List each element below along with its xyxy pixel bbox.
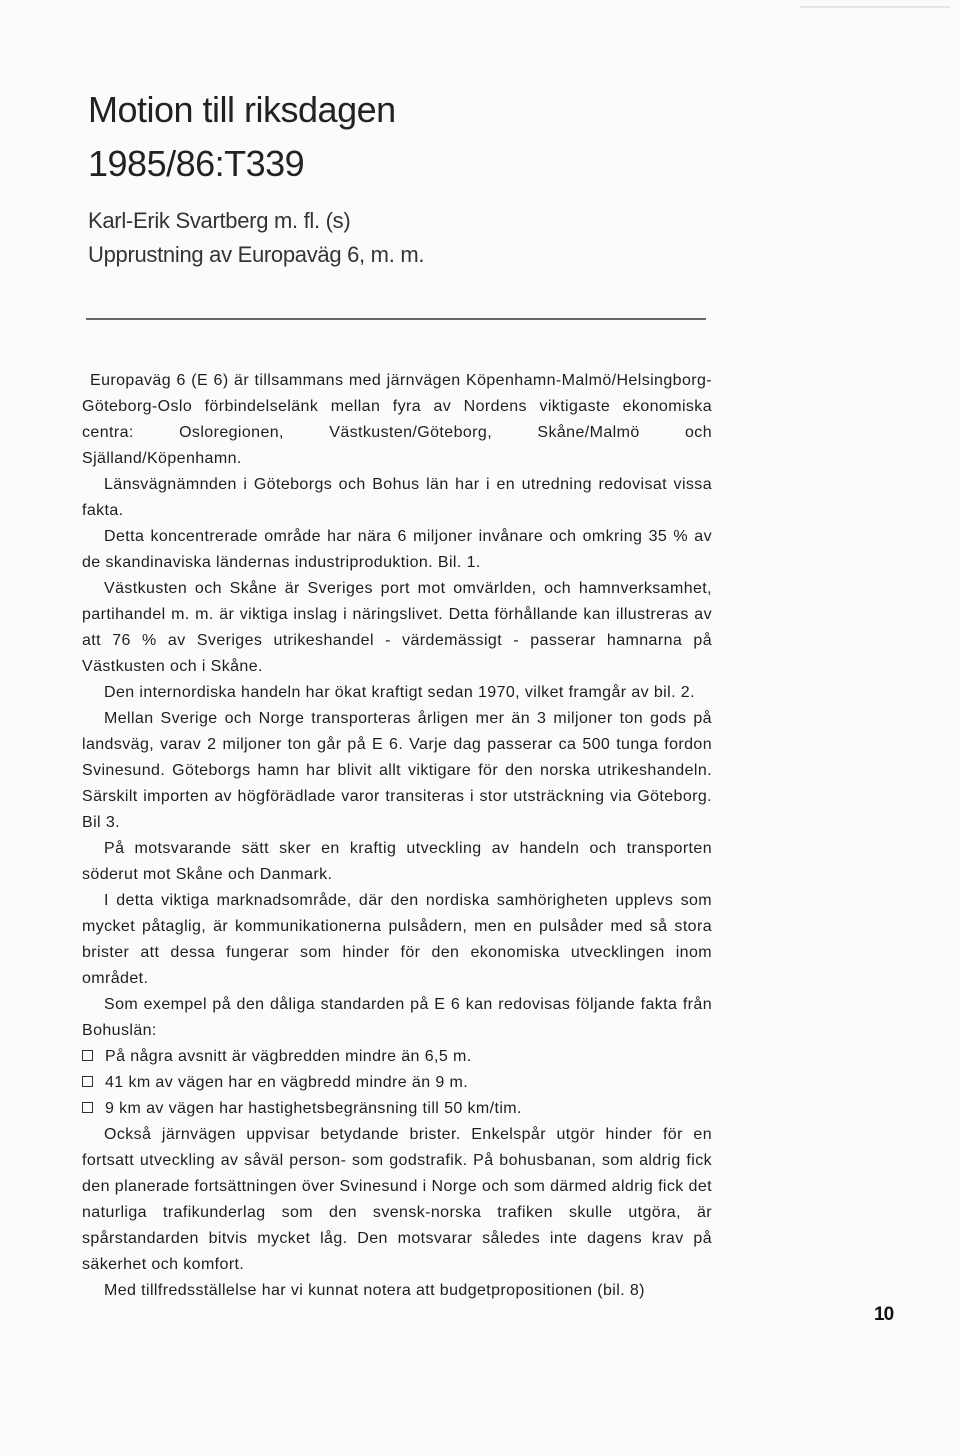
paragraph: Detta koncentrerade område har nära 6 miljoner invånare och omkring 35 % av de skandinaviska ländernas industriproduktion. Bil. 1.	[82, 528, 712, 571]
paragraph: Länsvägnämnden i Göteborgs och Bohus län har i en utredning redovisat vissa fakta.	[82, 476, 712, 519]
paragraph: Den internordiska handeln har ökat kraftigt sedan 1970, vilket framgår av bil. 2.	[104, 684, 695, 701]
paragraph: Västkusten och Skåne är Sveriges port mot omvärlden, och hamnverksamhet, partihandel m. m. är viktiga inslag i näringslivet. Detta förhållande kan illustreras av att 76 % av Sveriges utrikeshandel - värdemässigt - passerar hamnarna på Västkusten och i Skåne.	[82, 580, 712, 675]
author-line: Karl-Erik Svartberg m. fl. (s)	[88, 208, 351, 233]
horizontal-divider	[86, 318, 706, 320]
checkbox-bullet-icon	[82, 1076, 93, 1087]
list-item-text: På några avsnitt är vägbredden mindre än 6,5 m.	[105, 1048, 472, 1065]
list-item-text: 41 km av vägen har en vägbredd mindre än 9 m.	[105, 1074, 469, 1091]
scan-artifact	[800, 6, 950, 8]
document-title: Motion till riksdagen	[88, 89, 396, 130]
page-number: 10	[874, 1304, 894, 1325]
paragraph: Europaväg 6 (E 6) är tillsammans med järnvägen Köpenhamn-Malmö/Helsingborg-Göteborg-Oslo förbindelselänk mellan fyra av Nordens viktigaste ekonomiska centra: Osloregionen, Västkusten/Göteborg, Skåne/Malmö och Själland/Köpenhamn.	[82, 372, 712, 467]
checkbox-bullet-icon	[82, 1102, 93, 1113]
list-item	[82, 1096, 712, 1122]
paragraph: Som exempel på den dåliga standarden på E 6 kan redovisas följande fakta från Bohuslän:	[82, 996, 712, 1039]
subject-line: Upprustning av Europaväg 6, m. m.	[88, 242, 425, 267]
paragraph: Mellan Sverige och Norge transporteras årligen mer än 3 miljoner ton gods på landsväg, varav 2 miljoner ton går på E 6. Varje dag passerar ca 500 tunga fordon Svinesund. Göteborgs hamn har blivit allt viktigare för den norska utrikeshandeln. Särskilt importen av högförädlade varor transiteras i stor utsträckning via Göteborg. Bil 3.	[82, 710, 712, 831]
motion-body	[82, 368, 712, 1304]
list-item-text: 9 km av vägen har hastighetsbegränsning till 50 km/tim.	[105, 1100, 522, 1117]
paragraph: På motsvarande sätt sker en kraftig utveckling av handeln och transporten söderut mot Skåne och Danmark.	[82, 840, 712, 883]
document-header	[88, 84, 424, 272]
list-item	[82, 1044, 712, 1070]
checkbox-bullet-icon	[82, 1050, 93, 1061]
paragraph: Också järnvägen uppvisar betydande brister. Enkelspår utgör hinder för en fortsatt utveckling av såväl person- som godstrafik. På bohusbanan, som aldrig fick den planerade fortsättningen över Svinesund i Norge och som därmed aldrig fick det naturliga trafikunderlag som den svensk-norska trafiken skulle utgöra, är spårstandarden bitvis mycket låg. Den motsvarar således inte dagens krav på säkerhet och komfort.	[82, 1126, 712, 1273]
list-item	[82, 1070, 712, 1096]
paragraph: I detta viktiga marknadsområde, där den nordiska samhörigheten upplevs som mycket påtaglig, är kommunikationerna pulsådern, men en pulsåder med så stora brister att dessa fungerar som hinder för den ekonomiska utvecklingen inom området.	[82, 892, 712, 987]
paragraph: Med tillfredsställelse har vi kunnat notera att budgetpropositionen (bil. 8)	[104, 1282, 645, 1299]
motion-number: 1985/86:T339	[88, 143, 305, 184]
